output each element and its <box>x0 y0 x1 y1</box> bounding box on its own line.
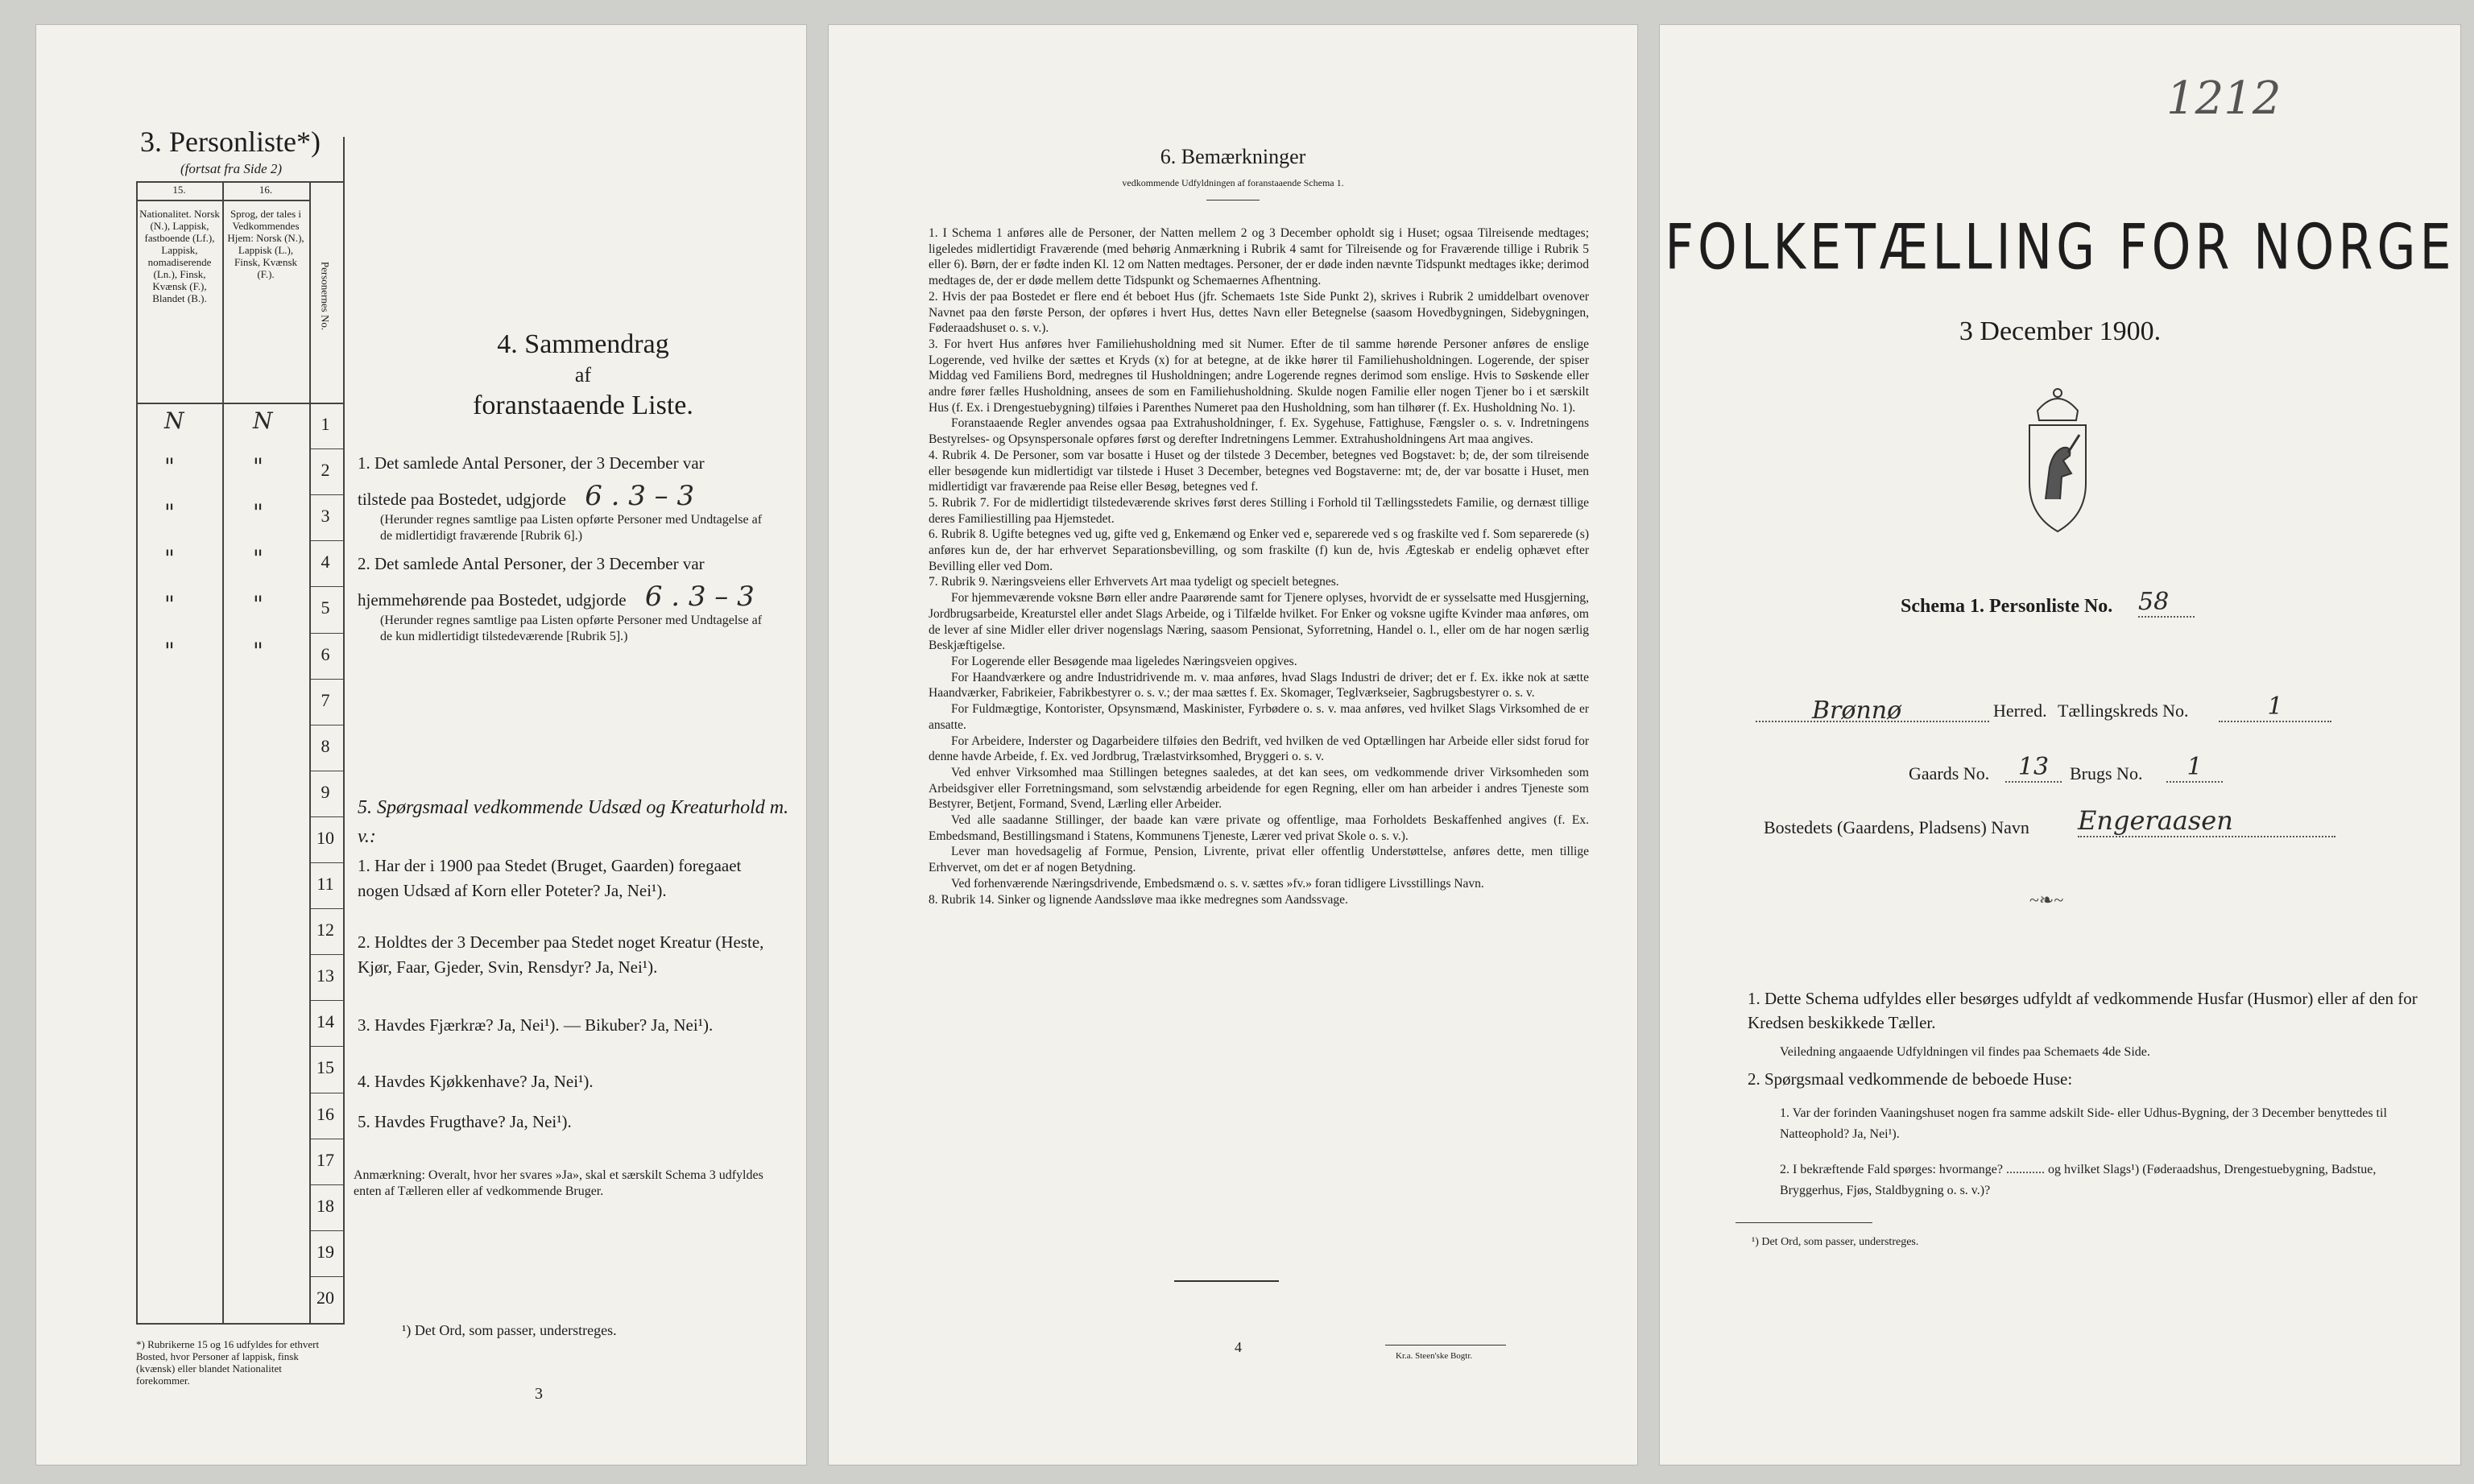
census-title: FOLKETÆLLING FOR NORGE <box>1665 209 2455 284</box>
remarks-title: 6. Bemærkninger <box>1160 145 1306 168</box>
footnote-rubrik: *) Rubrikerne 15 og 16 udfyldes for ethvert Bosted, hvor Personer af lappisk, finsk (kvænsk) eller blandet Nationalitet forekommer. <box>136 1338 320 1387</box>
summary-title-line3: foranstaaende Liste. <box>473 391 693 420</box>
row-number: 15 <box>316 1057 334 1078</box>
page-number: 4 <box>1235 1339 1242 1355</box>
remark-paragraph: For Arbeidere, Inderster og Dagarbeidere tilføies den Bedrift, ved hvilken de ved Optællingen har Arbeide eller sidst forud for denne havde Arbeide, f. Ex. ved Jordbrug, Trælastvirksomhed, Bryggeri o. s. v. <box>929 734 1589 764</box>
remark-paragraph: 5. Rubrik 7. For de midlertidigt tilstedeværende skrives først deres Stilling i Forhold til Tællingsstedets Familie, og dernæst tillige deres Familiestilling paa Hjemstedet. <box>929 495 1589 526</box>
language-cell: " <box>253 499 263 527</box>
summary-q1-line1: 1. Det samlede Antal Personer, der 3 December var <box>358 453 705 473</box>
table-header-rule <box>136 403 343 404</box>
nationality-cell: " <box>164 499 175 527</box>
herred-field <box>1756 697 1989 725</box>
gaards-label: Gaards No. <box>1909 763 1990 783</box>
row-number: 7 <box>321 689 330 710</box>
schema-label: Schema 1. Personliste No. <box>1901 596 2113 617</box>
language-cell: " <box>253 591 263 618</box>
udsaed-q3: 3. Havdes Fjærkræ? Ja, Nei¹). — Bikuber? Ja, Nei¹). <box>358 1015 714 1035</box>
remark-paragraph: 8. Rubrik 14. Sinker og lignende Aandssløve maa ikke medregnes som Aandssvage. <box>929 892 1348 907</box>
middle-page <box>828 24 1638 1465</box>
anmaerkning: Anmærkning: Overalt, hvor her svares »Ja», skal et særskilt Schema 3 udfyldes enten af Tælleren eller af vedkommende Bruger. <box>354 1168 763 1198</box>
row-number: 6 <box>321 643 330 664</box>
kreds-label: Tællingskreds No. <box>2058 701 2189 721</box>
language-cell: N <box>253 407 273 434</box>
row-divider <box>309 540 343 541</box>
row-number: 11 <box>316 874 334 894</box>
row-number: 4 <box>321 552 330 573</box>
remark-paragraph: 3. For hvert Hus anføres hver Familiehusholdning med sit Numer. Efter de til samme hørende Personer anføres de enslige Logerende, ved hvilke der sættes et Kryds (x) for at betegne, at de ikke hører til Familiehusholdningen. Logerende, der spiser Middag ved Familiens Bord, medregnes til Husholdningen; andre Logerende regnes derimod som enslige. Hvis to Søskende eller andre fører fælles Husholdning, ansees de som en Familiehusholdning. Skulde nogen Familie eller nogen Tjener bo i et særskilt Hus (f. Ex. i Drengestuebygning) tilføies i Parenthes Numeret paa den Husholdning, som han tilhører (f. Ex. Husholdning No. 1). <box>929 337 1589 415</box>
remark-paragraph: Ved alle saadanne Stillinger, der baade kan være private og offentlige, maa Forholdets Beskaffenhed angives (f. Ex. Embedsmand, Bestillingsmand i Statens, Kommunens Tjeneste, Lærer ved privat Skole o. s. v.). <box>929 813 1589 843</box>
remark-paragraph: 1. I Schema 1 anføres alle de Personer, der Natten mellem 2 og 3 December opholdt sig i Huset; ogsaa Tilreisende medtages; ligeledes midlertidigt Fraværende (med behørig Anmærkning i Rubrik 4 samt for Tilreisende og for Fraværende tillige i Rubrik 5 eller 6). Børn, der er fødte inden Kl. 12 om Natten medtages. Personer, der er døde inden nævnte Tidspunkt medtages ikke; derimod medtages de, der er døde mellem dette Tidspunkt og Schemaernes Afhentning. <box>929 226 1589 288</box>
row-number: 14 <box>316 1011 334 1032</box>
remark-paragraph: Lever man hovedsagelig af Formue, Pension, Livrente, privat eller offentlig Understøttelse, anføres dette, men tillige Erhvervet, om det er af nogen Betydning. <box>929 845 1589 875</box>
summary-q1-note: (Herunder regnes samtlige paa Listen opførte Personer med Undtagelse af de midlertidigt fraværende [Rubrik 6].) <box>380 513 763 543</box>
row-number: 5 <box>321 597 330 618</box>
summary-title-line1: 4. Sammendrag <box>497 329 669 359</box>
remark-paragraph: 4. Rubrik 4. De Personer, som var bosatte i Huset og der tilstede 3 December, betegnes ved Bogstavet: b; de, der som tilreisende eller besøgende kun midlertidigt var tilstede i Huset 3 December, betegnes ved Bogstaverne: mt; de, der var bosatte i Huset, men midlertidigt var fraværende paa Reise eller Besøg, betegnes ved f. <box>929 448 1589 494</box>
remarks-subtitle: vedkommende Udfyldningen af foranstaaende Schema 1. <box>1122 177 1344 188</box>
remark-paragraph: 6. Rubrik 8. Ugifte betegnes ved ug, gifte ved g, Enkemænd og Enker ved e, separerede ved s og fraskilte ved f. Som separerede (s) anføres kun de, der har erhvervet Separationsbevilling, og som fraskilte (f) kun de, hvis Ægteskab er endelig ophævet efter Bevilling eller ved Dom. <box>929 527 1589 573</box>
udsaed-q4: 4. Havdes Kjøkkenhave? Ja, Nei¹). <box>358 1072 594 1091</box>
row-number: 18 <box>316 1195 334 1216</box>
summary-q2 <box>358 552 776 645</box>
row-divider <box>309 633 343 634</box>
row-number: 16 <box>316 1103 334 1124</box>
page-number: 3 <box>535 1385 543 1403</box>
coat-of-arms-icon <box>2013 378 2102 539</box>
personliste-title: 3. Personliste*) <box>140 126 321 158</box>
row-divider <box>309 862 343 863</box>
gaards-value: 13 <box>2005 753 2062 783</box>
col17-header: Personernes No. <box>319 261 332 331</box>
col16-header: Sprog, der tales i Vedkommendes Hjem: Norsk (N.), Lappisk (L.), Finsk, Kvænsk (F.). <box>227 208 304 280</box>
instruction-2-q2: 2. I bekræftende Fald spørges: hvormange? ............ og hvilket Slags¹) (Føderaadshus, Drengestuebygning, Badstue, Bryggerhus, Fjøs, Staldbygning o. s. v.)? <box>1780 1163 2377 1197</box>
udsaed-title: 5. Spørgsmaal vedkommende Udsæd og Kreaturhold m. v.: <box>358 797 789 847</box>
nationality-cell: " <box>164 453 175 481</box>
table-colnum-rule <box>136 200 309 201</box>
row-number: 19 <box>316 1241 334 1262</box>
archive-number: 1212 <box>2166 72 2282 125</box>
nationality-cell: " <box>164 545 175 573</box>
remark-paragraph: For Fuldmægtige, Kontorister, Opsynsmænd, Maskinister, Fyrbødere o. s. v. maa anføres, ved hvilket Slags Virksomhed de er ansatte. <box>929 702 1589 732</box>
udsaed-q5: 5. Havdes Frugthave? Ja, Nei¹). <box>358 1112 572 1131</box>
row-number: 1 <box>321 414 330 434</box>
left-page <box>35 24 807 1465</box>
summary-q1 <box>358 451 776 544</box>
row-divider <box>309 1230 343 1231</box>
language-cell: " <box>253 637 263 664</box>
row-number: 10 <box>316 827 334 848</box>
remark-paragraph: 7. Rubrik 9. Næringsveiens eller Erhvervets Art maa tydeligt og specielt betegnes. <box>929 575 1339 589</box>
remark-paragraph: Ved forhenværende Næringsdrivende, Embedsmænd o. s. v. sættes »fv.» foran tidligere Livsstillings Navn. <box>951 876 1484 891</box>
row-number: 8 <box>321 735 330 756</box>
remark-paragraph: For Logerende eller Besøgende maa ligeledes Næringsveien opgives. <box>951 654 1297 668</box>
summary-q2-line2: hjemmehørende paa Bostedet, udgjorde <box>358 590 627 610</box>
brugs-label: Brugs No. <box>2070 763 2143 783</box>
col15-number: 15. <box>172 184 186 196</box>
table-border-right <box>343 137 345 1325</box>
remark-paragraph: 2. Hvis der paa Bostedet er flere end ét beboet Hus (jfr. Schemaets 1ste Side Punkt 2), skrives i Rubrik 2 umiddelbart ovenover Navnet paa den første Person, der opføres i hvert Hus, dettes Navn eller Betegnelse (saasom Hovedbygningen, Sidebygningen, Føderaadshuset o. s. v.). <box>929 289 1589 336</box>
row-number: 2 <box>321 460 330 481</box>
remark-paragraph: Ved enhver Virksomhed maa Stillingen betegnes saaledes, at det kan sees, om vedkommende driver Virksomheden som Arbeidsgiver eller Forretningsmand, som selvstændig arbeidende for egen Regning, eller om han arbeider i andres Tjeneste som Bestyrer, Betjent, Formand, Svend, Lærling eller Arbeider. <box>929 765 1589 812</box>
row-divider <box>309 908 343 909</box>
footnote-understreges: ¹) Det Ord, som passer, understreges. <box>402 1322 617 1338</box>
language-cell: " <box>253 545 263 573</box>
summary-q1-answer: 6 . 3 – 3 <box>585 480 695 512</box>
instruction-2-q1: 1. Var der forinden Vaaningshuset nogen fra samme adskilt Side- eller Udhus-Bygning, der 3 December benyttedes til Natteophold? Ja, Nei¹). <box>1780 1106 2387 1141</box>
table-divider-15-16 <box>222 181 224 1325</box>
summary-q1-line2: tilstede paa Bostedet, udgjorde <box>358 490 566 509</box>
row-divider <box>309 586 343 587</box>
row-number: 13 <box>316 965 334 986</box>
ornament-divider: ~❧~ <box>2029 890 2064 910</box>
personliste-subtitle: (fortsat fra Side 2) <box>180 161 283 176</box>
remark-paragraph: Foranstaaende Regler anvendes ogsaa paa Extrahusholdninger, f. Ex. Sygehuse, Fattighuse, Fængsler o. s. v. Indretningens Bestyrelses- og Opsynspersonale opføres først og derefter Indretningens Lemmer. Extrahusholdningens Art maa angives. <box>929 416 1589 447</box>
col16-number: 16. <box>259 184 273 196</box>
herred-value: Brønnø <box>1812 697 1902 725</box>
row-divider <box>309 494 343 495</box>
instruction-2: 2. Spørgsmaal vedkommende de beboede Huse: <box>1748 1069 2073 1089</box>
row-divider <box>309 1046 343 1047</box>
language-cell: " <box>253 453 263 481</box>
printer-imprint: Kr.a. Steen'ske Bogtr. <box>1396 1351 1473 1361</box>
row-number: 9 <box>321 781 330 802</box>
footnote-rule <box>1736 1222 1872 1223</box>
nationality-cell: N <box>164 407 184 434</box>
instruction-1: 1. Dette Schema udfyldes eller besørges udfyldt af vedkommende Husfar (Husmor) eller af den for Kredsen beskikkede Tæller. <box>1748 989 2418 1032</box>
summary-q2-line1: 2. Det samlede Antal Personer, der 3 December var <box>358 554 705 573</box>
instruction-1-note: Veiledning angaaende Udfyldningen vil findes paa Schemaets 4de Side. <box>1780 1045 2150 1059</box>
row-divider <box>309 954 343 955</box>
summary-q2-answer: 6 . 3 – 3 <box>644 581 755 613</box>
bosted-label: Bostedets (Gaardens, Pladsens) Navn <box>1764 817 2029 837</box>
summary-q2-note: (Herunder regnes samtlige paa Listen opførte Personer med Undtagelse af de kun midlertidigt tilstedeværende [Rubrik 5].) <box>380 614 763 643</box>
udsaed-q1: 1. Har der i 1900 paa Stedet (Bruget, Gaarden) foregaaet nogen Udsæd af Korn eller Poteter? Ja, Nei¹). <box>358 856 742 900</box>
herred-label: Herred. <box>1993 701 2047 721</box>
col15-header: Nationalitet. Norsk (N.), Lappisk, fastboende (Lf.), Lappisk, nomadiserende (Ln.), Finsk, Kvænsk (F.), Blandet (B.). <box>139 208 220 304</box>
brugs-value: 1 <box>2166 753 2223 783</box>
row-divider <box>309 679 343 680</box>
table-border-left <box>136 181 138 1325</box>
row-number: 12 <box>316 920 334 940</box>
nationality-cell: " <box>164 591 175 618</box>
kreds-value: 1 <box>2219 692 2331 722</box>
schema-number: 58 <box>2138 588 2195 618</box>
summary-title-line2: af <box>574 363 592 387</box>
bosted-value: Engeraasen <box>2078 805 2335 837</box>
census-date: 3 December 1900. <box>1959 316 2162 346</box>
remarks-body <box>929 225 1589 907</box>
nationality-cell: " <box>164 637 175 664</box>
table-top-rule <box>136 181 343 183</box>
right-page <box>1659 24 2461 1465</box>
row-divider <box>309 1276 343 1277</box>
row-divider <box>309 1000 343 1001</box>
summary-title <box>430 326 736 424</box>
table-divider-16-17 <box>309 181 311 1325</box>
printer-rule <box>1385 1345 1506 1346</box>
table-bottom-rule <box>136 1323 343 1325</box>
row-number: 17 <box>316 1149 334 1170</box>
row-number: 3 <box>321 506 330 527</box>
remark-paragraph: For Haandværkere og andre Industridrivende m. v. maa anføres, hvad Slags Industri de driver; det er f. Ex. ikke nok at sætte Haandværker, Fabrikeier, Fabrikbestyrer o. s. v.; der maa sættes f. Ex. Skomager, Teglværkseier, Sagbrugsbestyrer o. s. v. <box>929 670 1589 701</box>
remarks-end-rule <box>1174 1280 1279 1282</box>
footnote-understreges: ¹) Det Ord, som passer, understreges. <box>1752 1236 1919 1248</box>
remark-paragraph: For hjemmeværende voksne Børn eller andre Paarørende samt for Tjenere oplyses, hvorvidt de er sysselsatte med Husgjerning, Jordbrugsarbeide, Kreaturstel eller andet Slags Arbeide, og i Tilfælde hvilket. For Enker og voksne ugifte Kvinder maa anføres, om de lever af sine Midler eller driver nogenslags Næring, saasom Pensionat, Syforretning, Handel o. l., eller om de har nogen særlig Beskjæftigelse. <box>929 591 1589 653</box>
row-divider <box>309 816 343 817</box>
udsaed-q2: 2. Holdtes der 3 December paa Stedet noget Kreatur (Heste, Kjør, Faar, Gjeder, Svin, Rensdyr? Ja, Nei¹). <box>358 932 764 977</box>
row-number: 20 <box>316 1287 334 1308</box>
row-divider <box>309 1184 343 1185</box>
